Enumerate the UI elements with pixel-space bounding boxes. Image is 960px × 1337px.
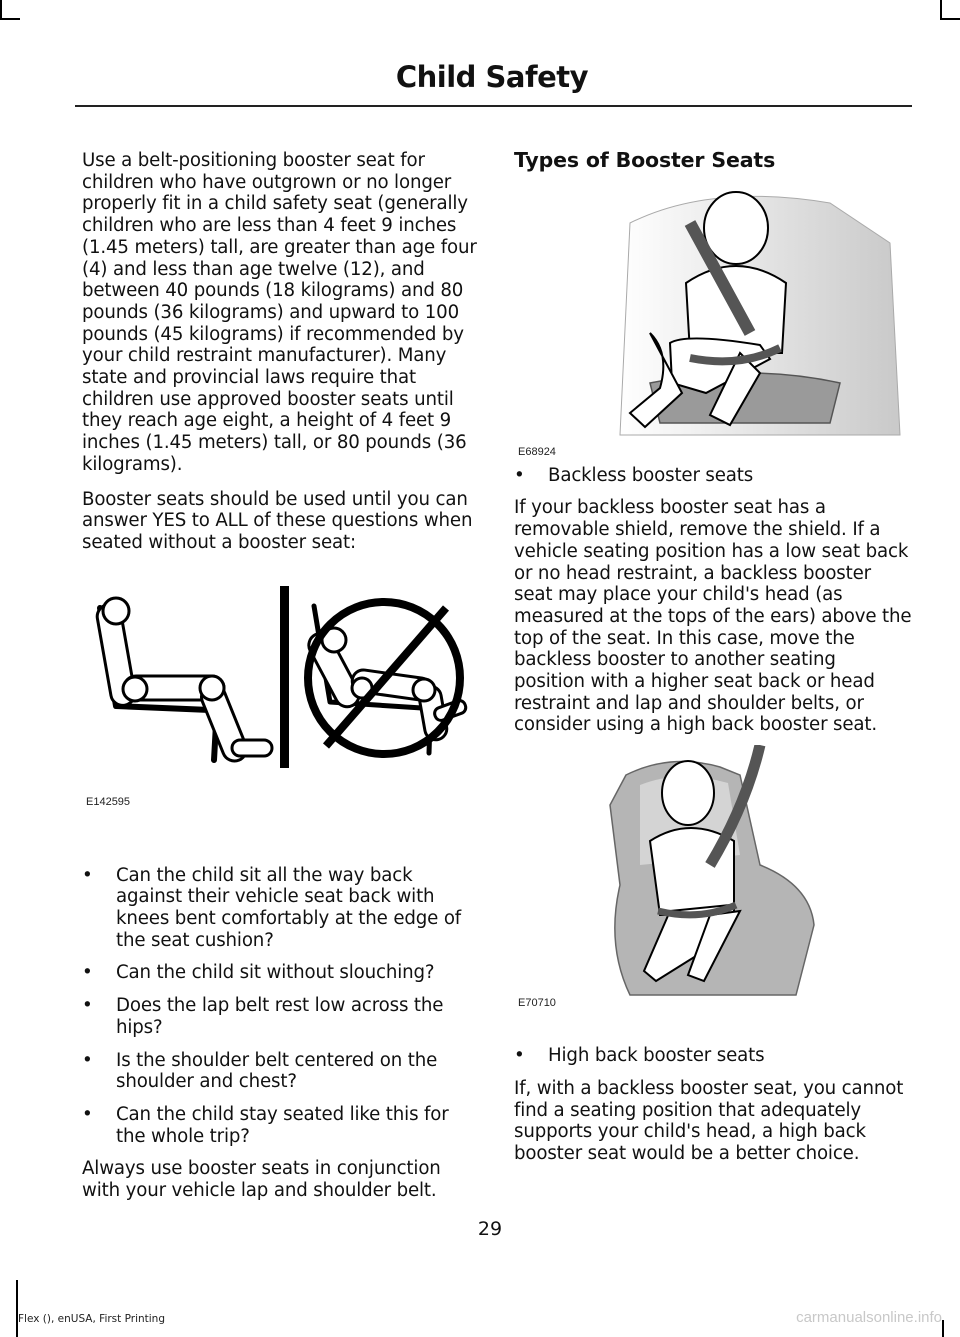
bullet-list (514, 465, 912, 487)
list-item: • Does the lap belt rest low across the hips? (82, 995, 480, 1038)
figure-code: E68924 (518, 446, 556, 458)
figure-code: E70710 (518, 997, 556, 1009)
high-back-booster-figure (600, 745, 830, 1000)
crop-mark (16, 1280, 18, 1337)
list-item: • High back booster seats (514, 1045, 912, 1067)
backless-paragraph: If your backless booster seat has a removable shield, remove the shield. If a vehicle seating position has a low seat back or no head restraint, a backless booster seat may place your child's head (as measured at the tops of the ears) above the top of the seat. In this case, move the backless booster to another seating position with a higher seat back or head restraint and lap and shoulder belts, or consider using a high back booster seat. (514, 497, 912, 736)
question-list (82, 865, 480, 1148)
intro-paragraph: Use a belt-positioning booster seat for children who have outgrown or no longer properly fit in a child safety seat (generally children who are less than 4 feet 9 inches (1.45 meters) tall, are greater than age four (4) and less than age twelve (12), and between 40 pounds (18 kilograms) and 80 pounds (36 kilograms) and upward to 100 pounds (45 kilograms) if recommended by your child restraint manufacturer). Many state and provincial laws require that children use approved booster seats until they reach age eight, a height of 4 feet 9 inches (1.45 meters) tall, or 80 pounds (36 kilograms). (82, 150, 477, 475)
seating-posture-figure (82, 578, 480, 778)
bullet-list (514, 1045, 912, 1067)
page-title: Child Safety (395, 60, 588, 94)
list-item: • Can the child sit without slouching? (82, 962, 480, 984)
header-divider (75, 105, 912, 107)
list-item: • Can the child stay seated like this for the whole trip? (82, 1104, 480, 1147)
backless-booster-figure (590, 183, 910, 441)
figure-code: E142595 (86, 796, 131, 808)
question-intro-paragraph: Booster seats should be used until you can answer YES to ALL of these questions when seated without a booster seat: (82, 488, 473, 553)
seating-posture-illustration (82, 578, 480, 778)
crop-mark (0, 18, 20, 20)
section-heading: Types of Booster Seats (514, 148, 776, 172)
highback-paragraph: If, with a backless booster seat, you cannot find a seating position that adequately supports your child's head, a high back booster seat would be a better choice. (514, 1077, 904, 1164)
backless-booster-illustration (590, 183, 910, 441)
high-back-booster-illustration (600, 745, 830, 1000)
page-number: 29 (477, 1218, 503, 1240)
crop-mark (940, 0, 942, 20)
crop-mark (942, 1320, 944, 1337)
list-item: • Can the child sit all the way back against their vehicle seat back with knees bent comfortably at the edge of the seat cushion? (82, 865, 480, 952)
closing-paragraph: Always use booster seats in conjunction with your vehicle lap and shoulder belt. (82, 1158, 441, 1202)
crop-mark (940, 18, 960, 20)
list-item: • Is the shoulder belt centered on the shoulder and chest? (82, 1050, 480, 1093)
list-item: • Backless booster seats (514, 465, 912, 487)
footer-text: Flex (), enUSA, First Printing (18, 1313, 165, 1325)
watermark: carmanualsonline.info (796, 1309, 942, 1326)
crop-mark (0, 0, 2, 20)
